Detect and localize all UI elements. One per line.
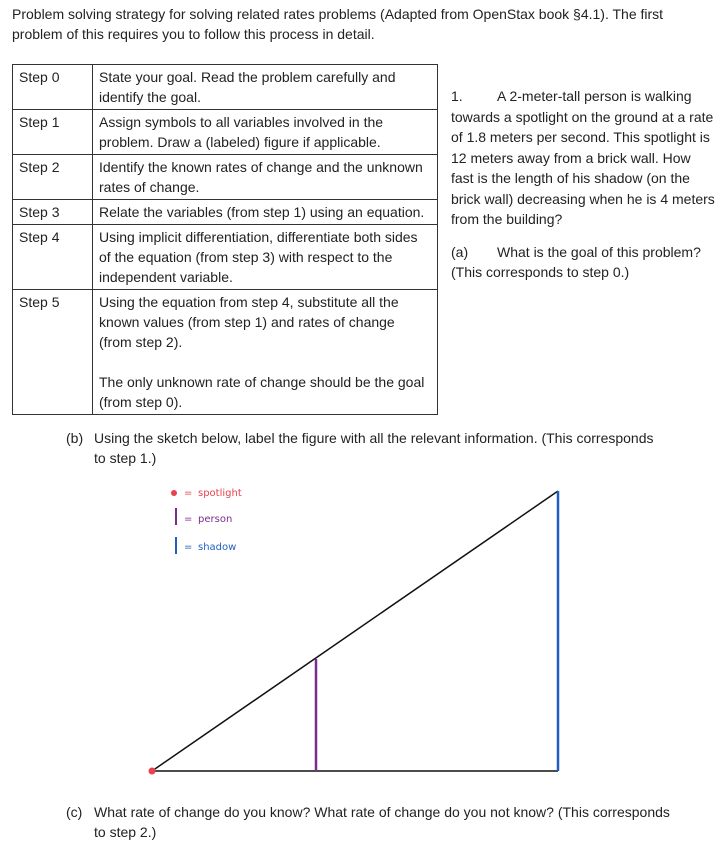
step-description: Relate the variables (from step 1) using an equation. — [93, 200, 438, 225]
part-c-line-2: to step 2.) — [94, 824, 157, 840]
step-description: State your goal. Read the problem carefully and identify the goal. — [93, 65, 438, 110]
step-label: Step 0 — [13, 65, 93, 110]
problem-statement — [451, 86, 717, 283]
step-description: Using implicit differentiation, differentiate both sides of the equation (from step 3) with respect to the independent variable. — [93, 225, 438, 290]
shadow-legend-text: shadow — [198, 542, 237, 553]
person-legend-eq: = — [184, 514, 193, 525]
part-b-question — [66, 428, 716, 468]
part-b-line-2: to step 1.) — [94, 450, 157, 466]
step-5-text: Using the equation from step 4, substitute all the known values (from step 1) and rates of change (from step 2). — [99, 294, 399, 350]
step-row — [13, 290, 438, 415]
step-row — [13, 65, 438, 110]
part-a-text: What is the goal of this problem? (This corresponds to step 0.) — [451, 243, 701, 280]
step-row — [13, 155, 438, 200]
step-row — [13, 225, 438, 290]
person-legend-text: person — [198, 514, 233, 525]
spotlight-legend-label: = — [184, 488, 193, 499]
problem-number: 1. — [451, 88, 463, 104]
part-b-line-1: (b) Using the sketch below, label the figure with all the relevant information. (This corresponds — [66, 430, 654, 446]
step-description — [93, 290, 438, 415]
part-c-line-1: (c) What rate of change do you know? What rate of change do you not know? (This corresponds — [66, 804, 670, 820]
problem-body — [451, 86, 717, 230]
step-label: Step 1 — [13, 110, 93, 155]
part-a — [451, 242, 717, 283]
step-label: Step 2 — [13, 155, 93, 200]
part-a-label: (a) — [451, 243, 469, 260]
step-label: Step 5 — [13, 290, 93, 415]
part-c-question — [66, 802, 716, 842]
problem-text: A 2-meter-tall person is walking towards a spotlight on the ground at a rate of 1.8 meters per second. This spotlight is 12 meters away from a brick wall. How fast is the length of his shadow (on the brick wall) decreasing when he is 4 meters from the building? — [451, 88, 715, 227]
sketch-figure — [0, 470, 720, 790]
part-b-label: (b) — [66, 430, 84, 446]
intro-line-2: problem of this requires you to follow this process in detail. — [12, 26, 375, 42]
step-label: Step 3 — [13, 200, 93, 225]
strategy-steps-table — [12, 64, 438, 415]
spotlight-legend-text: spotlight — [198, 488, 242, 499]
part-c-label: (c) — [66, 804, 83, 820]
shadow-legend-eq: = — [184, 542, 193, 553]
step-row — [13, 110, 438, 155]
intro-line-1: Problem solving strategy for solving related rates problems (Adapted from OpenStax book §4.1). The first — [12, 6, 664, 22]
step-row — [13, 200, 438, 225]
step-5-note: The only unknown rate of change should be the goal (from step 0). — [99, 374, 425, 410]
step-label: Step 4 — [13, 225, 93, 290]
light-ray-line — [152, 491, 558, 771]
spotlight-dot — [149, 768, 156, 775]
spotlight-legend-dot — [171, 490, 177, 496]
intro-paragraph — [12, 4, 712, 44]
step-description: Assign symbols to all variables involved in the problem. Draw a (labeled) figure if applicable. — [93, 110, 438, 155]
step-description: Identify the known rates of change and the unknown rates of change. — [93, 155, 438, 200]
